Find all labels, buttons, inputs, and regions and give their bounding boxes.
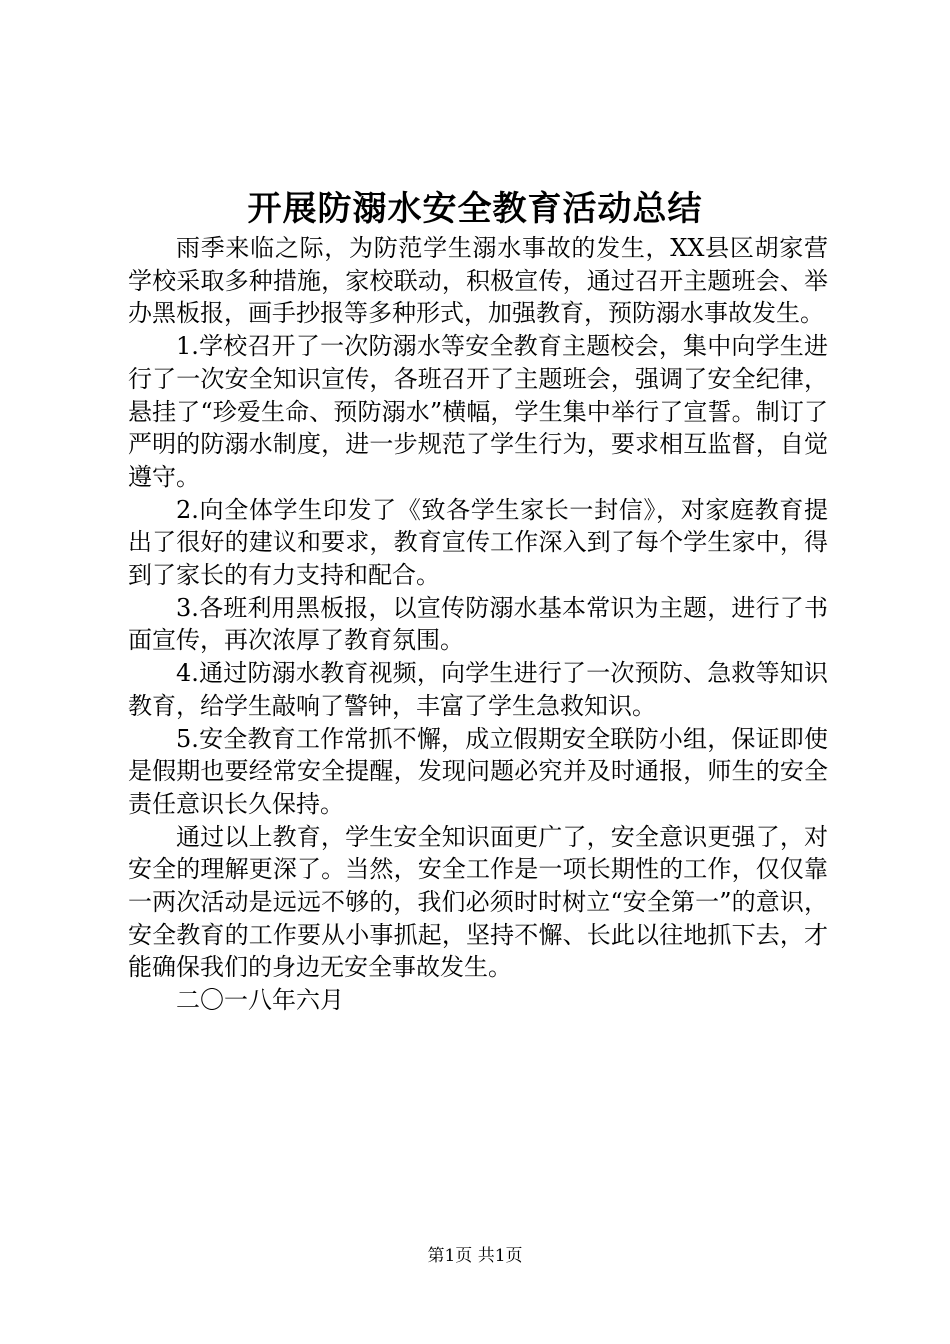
paragraph-item-5: 5.安全教育工作常抓不懈，成立假期安全联防小组，保证即使是假期也要经常安全提醒，发现问题必究并及时通报，师生的安全责任意识长久保持。 [128, 724, 828, 818]
paragraph-item-2: 2.向全体学生印发了《致各学生家长一封信》，对家庭教育提出了很好的建议和要求，教育宣传工作深入到了每个学生家中，得到了家长的有力支持和配合。 [128, 495, 828, 590]
paragraph-item-4: 4.通过防溺水教育视频，向学生进行了一次预防、急救等知识教育，给学生敲响了警钟，丰富了学生急救知识。 [128, 659, 828, 720]
paragraph-conclusion: 通过以上教育，学生安全知识面更广了，安全意识更强了，对安全的理解更深了。当然，安全工作是一项长期性的工作，仅仅靠一两次活动是远远不够的，我们必须时时树立“安全第一”的意识，安全教育的工作要从小事抓起，坚持不懈、长此以往地抓下去，才能确保我们的身边无安全事故发生。 [128, 822, 828, 982]
page-number-footer: 第1页 共1页 [427, 1246, 523, 1266]
paragraph-intro: 雨季来临之际，为防范学生溺水事故的发生，XX县区胡家营学校采取多种措施，家校联动，积极宣传，通过召开主题班会、举办黑板报，画手抄报等多种形式，加强教育，预防溺水事故发生。 [128, 234, 828, 328]
document-body [128, 232, 828, 1017]
paragraph-item-3: 3.各班利用黑板报，以宣传防溺水基本常识为主题，进行了书面宣传，再次浓厚了教育氛围。 [128, 593, 828, 655]
paragraph-item-1: 1.学校召开了一次防溺水等安全教育主题校会，集中向学生进行了一次安全知识宣传，各班召开了主题班会，强调了安全纪律，悬挂了“珍爱生命、预防溺水”横幅，学生集中举行了宣誓。制订了严明的防溺水制度，进一步规范了学生行为，要求相互监督，自觉遵守。 [128, 332, 828, 491]
document-title: 开展防溺水安全教育活动总结 [247, 189, 703, 229]
document-date: 二〇一八年六月 [176, 986, 344, 1015]
